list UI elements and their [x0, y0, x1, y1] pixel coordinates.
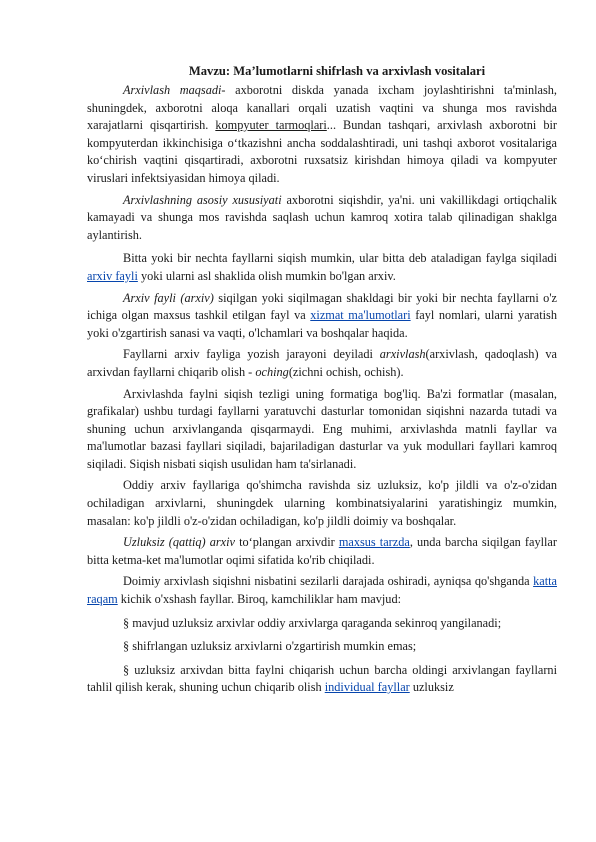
paragraph-solid-archive: Uzluksiz (qattiq) arxiv to‘plangan arxivdir maxsus tarzda, unda barcha siqilgan fayllar bitta ketma-ket ma'lumotlar oqimi sifatida ko'rib chiqiladi. — [87, 535, 557, 567]
term-archiving-feature: Arxivlashning asosiy xususiyati — [123, 192, 282, 207]
bullet-item-extract-file: § uzluksiz arxivdan bitta faylni chiqarish uchun barcha oldingi arxivlangan fayllarni tahlil qilish kerak, shuning uchun chiqarib olish individual fayllar uzluksiz — [87, 662, 557, 695]
document-page — [87, 62, 557, 701]
link-large-number[interactable]: katta raqam — [87, 574, 557, 607]
paragraph-archiving-purpose: Arxivlash maqsadi- axborotni diskda yanada ixcham joylashtirishni ta'minlash, shuningdek, axborotni aloqa kanallari orqali uzatish vaqtini va shunga mos ravishda xarajatlarni qisqartirish. kompyuter tarmoqlari... Bundan tashqari, arxivlash axborotni bir kompyuterdan ikkinchisiga o‘tkazishni ancha soddalashtiradi, uni tashqi axborot vositalariga ko‘chirish vaqtini qisqartiradi, axborotni ruxsatsiz kirishdan himoya qiladi va kompyuter viruslari infektsiyasidan himoya qiladi. — [87, 83, 557, 185]
term-archiving: arxivlash — [379, 347, 426, 362]
paragraph-archive-types: Oddiy arxiv fayllariga qo'shimcha ravishda siz uzluksiz, ko'p jildli va o'z-o'zidan ochiladigan arxivlarni, shuningdek ularning kombinatsiyalarini yaratishingiz mumkin, masalan: ko'p jildli o'z-o'zidan ochiladigan, ko'p jildli doimiy va boshqalar. — [87, 478, 557, 528]
link-individual-files[interactable]: individual fayllar — [324, 680, 410, 695]
paragraph-archive-file-intro: Bitta yoki bir nechta fayllarni siqish mumkin, ular bitta deb ataladigan faylga siqiladi arxiv fayli yoki ularni asl shaklida olish mumkin bo'lgan arxiv. — [87, 251, 557, 283]
bullet-item-slower-update: § mavjud uzluksiz arxivlar oddiy arxivlarga qaraganda sekinroq yangilanadi; — [123, 615, 502, 630]
paragraph-archiving-process: Fayllarni arxiv fayliga yozish jarayoni deyiladi arxivlash(arxivlash, qadoqlash) va arxivdan fayllarni chiqarib olish - oching(zichni ochish, ochish). — [87, 347, 557, 379]
bullet-item-encrypted-archives: § shifrlangan uzluksiz arxivlarni o'zgartirish mumkin emas; — [123, 639, 417, 654]
link-service-data[interactable]: xizmat ma'lumotlari — [310, 308, 411, 323]
paragraph-compression-rate: Arxivlashda faylni siqish tezligi uning formatiga bog'liq. Ba'zi formatlar (masalan, grafikalar) ushbu turdagi fayllarni yaratuvchi dasturlar tomonidan siqishni nazarda tutadi va shuning uchun arxivlanganda qisqarmaydi. Eng muhimi, arxivlashda matnli fayllar va ma'lumotlar bazasi fayllari siqiladi, bajariladigan dasturlar va yuk modullari fayllari kamroq siqiladi. Siqish nisbati siqish usulidan ham ta'sirlanadi. — [87, 386, 557, 471]
term-archiving-purpose: Arxivlash maqsadi- — [123, 83, 226, 97]
paragraph-archive-file-definition: Arxiv fayli (arxiv) siqilgan yoki siqilmagan shakldagi bir yoki bir nechta fayllarni o'z ichiga olgan maxsus tashkil etilgan fayl va xizmat ma'lumotlari fayl nomlari, ularni yaratish yoki o'zgartirish sanasi va vaqti, o'lchamlari va boshqalar haqida. — [87, 290, 558, 340]
document-title: Mavzu: Ma’lumotlarni shifrlash va arxivlash vositalari — [188, 64, 486, 78]
term-solid-archive: Uzluksiz (qattiq) arxiv — [123, 535, 236, 550]
term-unpacking: oching — [255, 364, 289, 379]
term-computer-networks: kompyuter tarmoqlari — [215, 118, 327, 133]
paragraph-archiving-feature: Arxivlashning asosiy xususiyati axborotni siqishdir, ya'ni. uni vakillikdagi ortiqchalik kamayadi va shunga mos ravishda saqlash uchun kamroq xotira talab qilinadigan shaklga aylantirish. — [87, 192, 558, 242]
link-archive-file[interactable]: arxiv fayli — [87, 268, 138, 283]
term-archive-file: Arxiv fayli (arxiv) — [123, 290, 214, 305]
link-special-way[interactable]: maxsus tarzda — [338, 535, 410, 550]
paragraph-solid-archiving-ratio: Doimiy arxivlash siqishni nisbatini sezilarli darajada oshiradi, ayniqsa qo'shganda katta raqam kichik o'xshash fayllar. Biroq, kamchiliklar ham mavjud: — [87, 574, 557, 607]
